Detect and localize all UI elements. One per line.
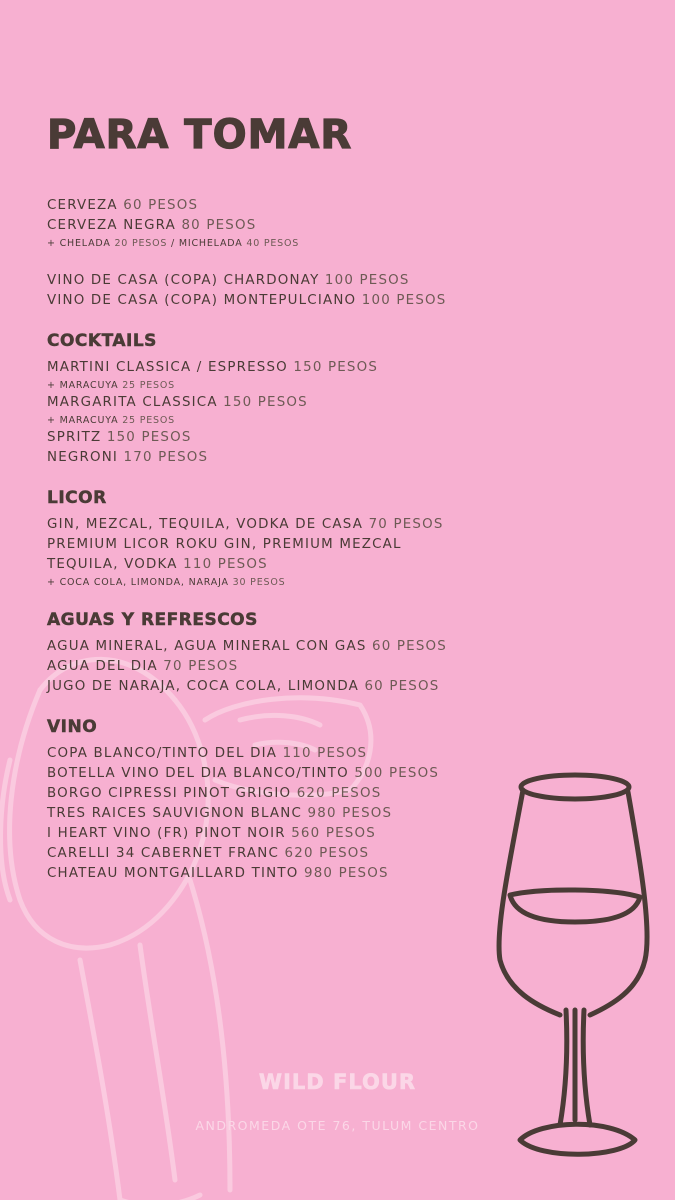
section-cocktails bbox=[47, 331, 647, 468]
menu-item: SPRITZ 150 PESOS bbox=[47, 430, 192, 445]
menu-item: JUGO DE NARAJA, COCA COLA, LIMONDA 60 PESOS bbox=[47, 679, 440, 694]
menu-item: CERVEZA NEGRA 80 PESOS bbox=[47, 218, 257, 233]
page-title: PARA TOMAR bbox=[47, 112, 353, 158]
menu-item: GIN, MEZCAL, TEQUILA, VODKA DE CASA 70 PESOS bbox=[47, 517, 444, 532]
address: ANDROMEDA OTE 76, TULUM CENTRO bbox=[195, 1118, 480, 1133]
menu-item-note: + CHELADA 20 PESOS / MICHELADA 40 PESOS bbox=[47, 238, 300, 249]
menu-item: NEGRONI 170 PESOS bbox=[47, 450, 209, 465]
menu-content bbox=[47, 110, 647, 884]
beer-list bbox=[47, 196, 647, 251]
menu-item: AGUA MINERAL, AGUA MINERAL CON GAS 60 PESOS bbox=[47, 639, 447, 654]
menu-item: COPA BLANCO/TINTO DEL DIA 110 PESOS bbox=[47, 746, 368, 761]
menu-item-note: + COCA COLA, LIMONDA, NARAJA 30 PESOS bbox=[47, 577, 286, 588]
menu-item: VINO DE CASA (COPA) CHARDONAY 100 PESOS bbox=[47, 273, 410, 288]
brand-logo: WILD FLOUR bbox=[258, 1070, 417, 1094]
menu-item: PREMIUM LICOR ROKU GIN, PREMIUM MEZCAL bbox=[47, 537, 402, 552]
menu-item: CHATEAU MONTGAILLARD TINTO 980 PESOS bbox=[47, 866, 389, 881]
menu-item-note: + MARACUYA 25 PESOS bbox=[47, 415, 175, 426]
menu-item: AGUA DEL DIA 70 PESOS bbox=[47, 659, 239, 674]
menu-item: VINO DE CASA (COPA) MONTEPULCIANO 100 PESOS bbox=[47, 293, 447, 308]
section-vino bbox=[47, 717, 647, 884]
section-aguas bbox=[47, 610, 647, 697]
menu-item-note: + MARACUYA 25 PESOS bbox=[47, 380, 175, 391]
section-title: VINO bbox=[47, 717, 98, 737]
menu-item: CARELLI 34 CABERNET FRANC 620 PESOS bbox=[47, 846, 370, 861]
menu-item: MARGARITA CLASSICA 150 PESOS bbox=[47, 395, 308, 410]
menu-item: BOTELLA VINO DEL DIA BLANCO/TINTO 500 PESOS bbox=[47, 766, 440, 781]
menu-item: TRES RAICES SAUVIGNON BLANC 980 PESOS bbox=[47, 806, 393, 821]
section-title: LICOR bbox=[47, 488, 107, 508]
menu-item: MARTINI CLASSICA / ESPRESSO 150 PESOS bbox=[47, 360, 379, 375]
section-title: AGUAS Y REFRESCOS bbox=[47, 610, 258, 630]
menu-item: CERVEZA 60 PESOS bbox=[47, 198, 199, 213]
menu-item: TEQUILA, VODKA 110 PESOS bbox=[47, 557, 268, 572]
menu-item: BORGO CIPRESSI PINOT GRIGIO 620 PESOS bbox=[47, 786, 382, 801]
house-wine-list bbox=[47, 271, 647, 311]
section-licor bbox=[47, 488, 647, 590]
menu-item: I HEART VINO (FR) PINOT NOIR 560 PESOS bbox=[47, 826, 376, 841]
section-title: COCKTAILS bbox=[47, 331, 157, 351]
